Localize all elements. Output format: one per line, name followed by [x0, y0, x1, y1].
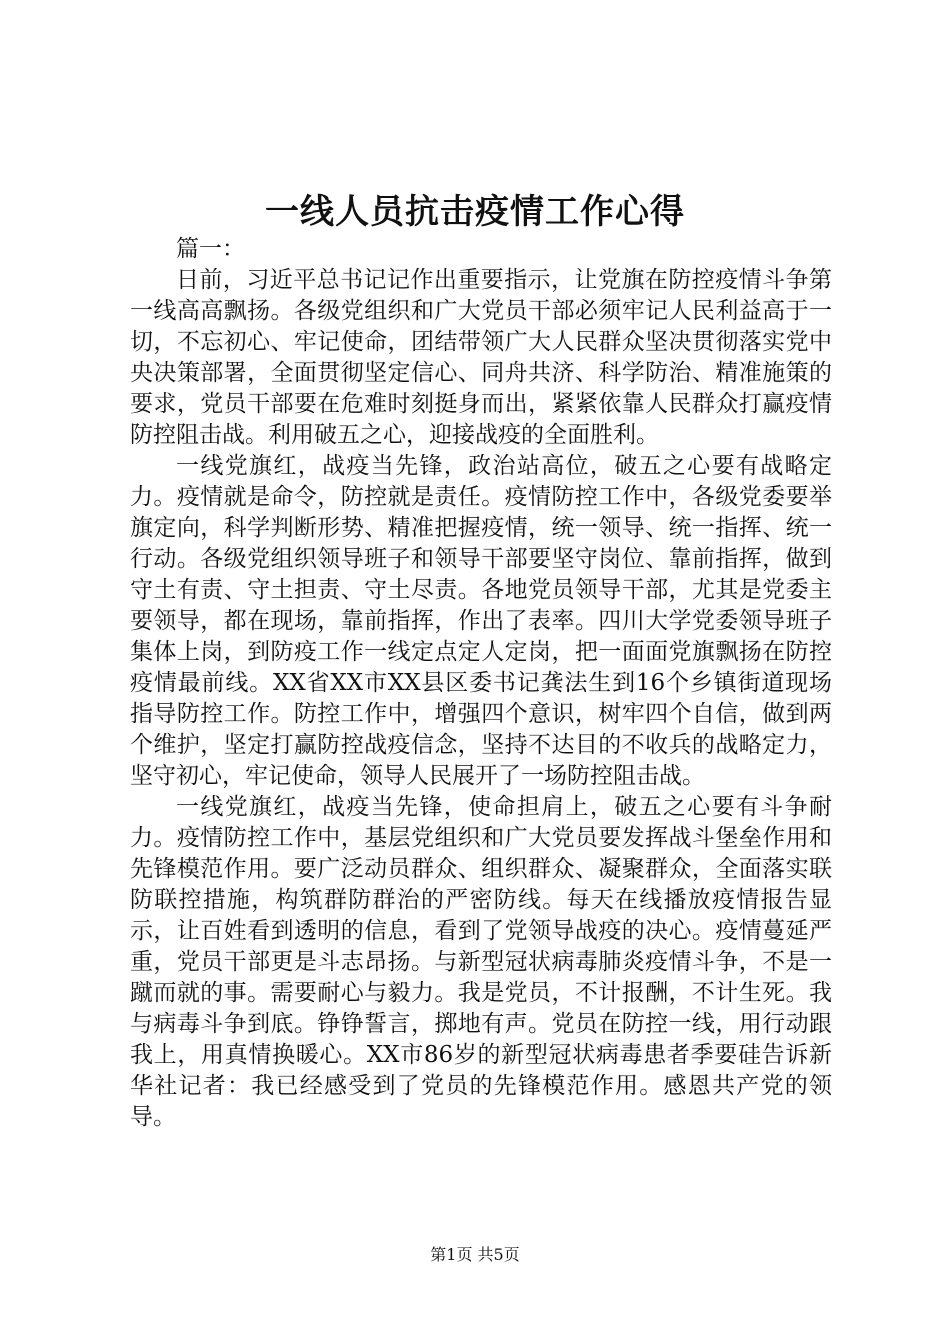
document-body: [130, 234, 832, 1133]
paragraph-2: 一线党旗红，战疫当先锋，政治站高位，破五之心要有战略定力。疫情就是命令，防控就是责任。疫情防控工作中，各级党委要举旗定向，科学判断形势、精准把握疫情，统一领导、统一指挥、统一行动。各级党组织领导班子和领导干部要坚守岗位、靠前指挥，做到守土有责、守土担责、守土尽责。各地党员领导干部，尤其是党委主要领导，都在现场，靠前指挥，作出了表率。四川大学党委领导班子集体上岗，到防疫工作一线定点定人定岗，把一面面党旗飘扬在防控疫情最前线。XX省XX市XX县区委书记龚法生到16个乡镇街道现场指导防控工作。防控工作中，增强四个意识，树牢四个自信，做到两个维护，坚定打赢防控战疫信念，坚持不达目的不收兵的战略定力，坚守初心，牢记使命，领导人民展开了一场防控阻击战。: [130, 453, 832, 789]
document-title: 一线人员抗击疫情工作心得: [265, 192, 685, 232]
paragraph-3: 一线党旗红，战疫当先锋，使命担肩上，破五之心要有斗争耐力。疫情防控工作中，基层党组织和广大党员要发挥战斗堡垒作用和先锋模范作用。要广泛动员群众、组织群众、凝聚群众，全面落实联防联控措施，构筑群防群治的严密防线。每天在线播放疫情报告显示，让百姓看到透明的信息，看到了党领导战疫的决心。疫情蔓延严重，党员干部更是斗志昂扬。与新型冠状病毒肺炎疫情斗争，不是一蹴而就的事。需要耐心与毅力。我是党员，不计报酬，不计生死。我与病毒斗争到底。铮铮誓言，掷地有声。党员在防控一线，用行动跟我上，用真情换暖心。XX市86岁的新型冠状病毒患者季要硅告诉新华社记者：我已经感受到了党员的先锋模范作用。感恩共产党的领导。: [130, 794, 832, 1130]
page-footer: 第1页 共5页: [430, 1245, 520, 1264]
section-label: 篇一：: [176, 236, 245, 262]
paragraph-1: 日前，习近平总书记记作出重要指示，让党旗在防控疫情斗争第一线高高飘扬。各级党组织和广大党员干部必须牢记人民利益高于一切，不忘初心、牢记使命，团结带领广大人民群众坚决贯彻落实党中央决策部署，全面贯彻坚定信心、同舟共济、科学防治、精准施策的要求，党员干部要在危难时刻挺身而出，紧紧依靠人民群众打赢疫情防控阻击战。利用破五之心，迎接战疫的全面胜利。: [130, 267, 832, 448]
